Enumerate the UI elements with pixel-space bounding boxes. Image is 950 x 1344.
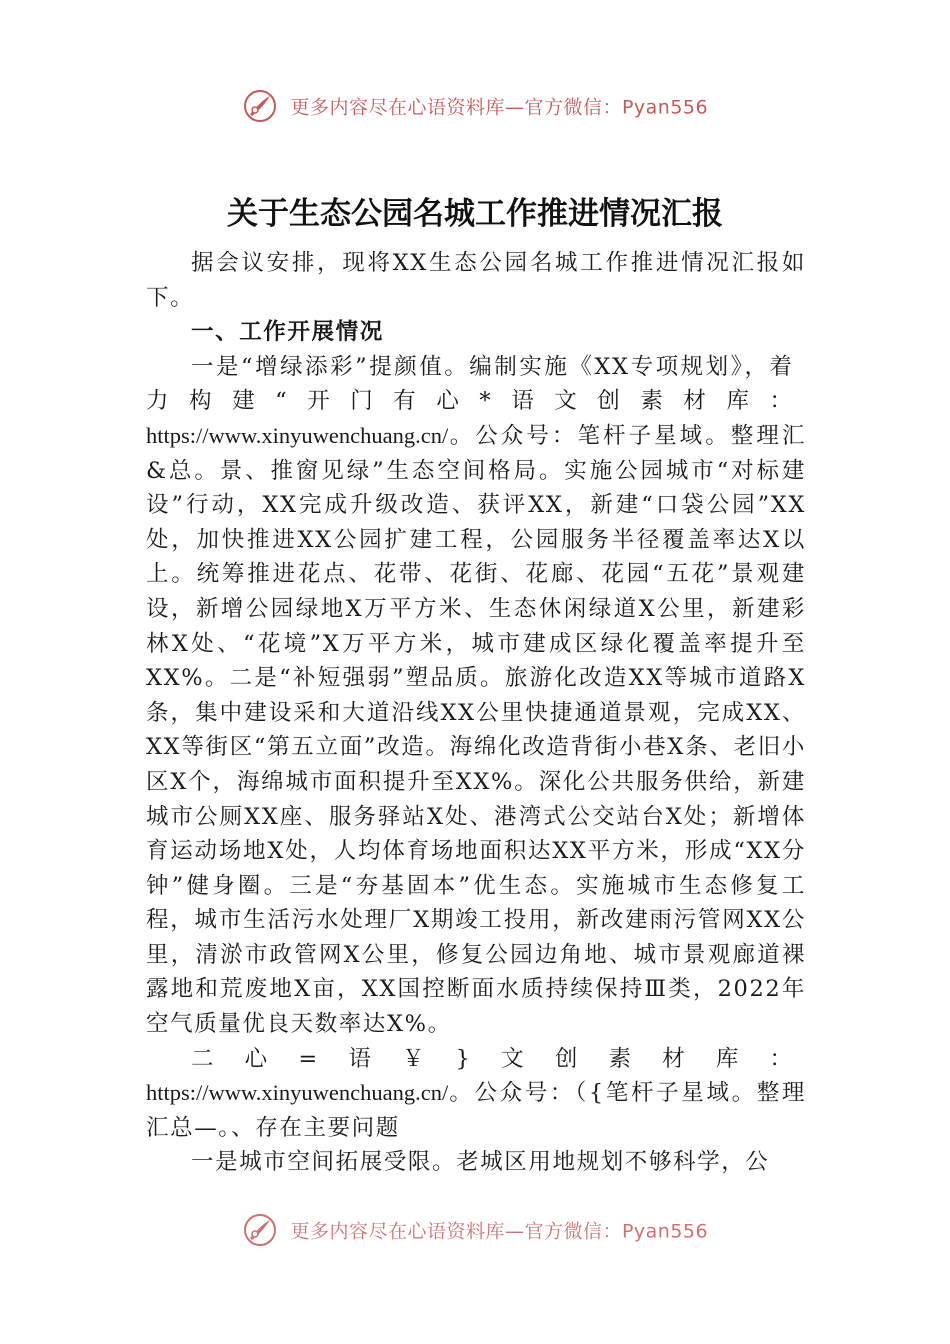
watermark-text: 更多内容尽在心语资料库—官方微信：Pyan556 xyxy=(290,1220,709,1243)
watermark-inline-text: 二心=语￥}文创素材库： xyxy=(191,1045,806,1072)
inline-url: https://www.xinyuwenchuang.cn/ xyxy=(146,1080,449,1106)
problems-paragraph xyxy=(146,1042,806,1146)
work-progress-paragraph xyxy=(146,350,806,1042)
document-body xyxy=(146,246,806,1180)
watermark-text: 更多内容尽在心语资料库—官方微信：Pyan556 xyxy=(290,96,709,119)
paragraph-text: 。公众号：（{笔杆子星域。整理汇总—。、存在主要问题 xyxy=(146,1080,806,1141)
brush-logo-icon xyxy=(242,88,278,124)
watermark-inline-text: 着力构建“开门有心*语文创素材库： xyxy=(146,353,806,415)
document-title: 关于生态公园名城工作推进情况汇报 xyxy=(227,196,723,232)
watermark-header xyxy=(0,88,950,124)
intro-paragraph: 据会议安排，现将XX生态公园名城工作推进情况汇报如下。 xyxy=(146,250,806,311)
section-heading: 一、工作开展情况 xyxy=(191,319,384,346)
watermark-footer xyxy=(0,1212,950,1248)
paragraph-text: 一是“增绿添彩”提颜值。编制实施《XX专项规划》， xyxy=(191,353,770,380)
space-limit-paragraph: 一是城市空间拓展受限。老城区用地规划不够科学，公 xyxy=(191,1149,770,1176)
inline-url: https://www.xinyuwenchuang.cn/ xyxy=(146,422,449,448)
paragraph-text: 。公众号：笔杆子星域。整理汇&总。景、推窗见绿”生态空间格局。实施公园城市“对标建设”行动，XX完成升级改造、获评XX，新建“口袋公园”XX处，加快推进XX公园扩建工程，公园服务半径覆盖率达X以上。统筹推进花点、花带、花街、花廊、花园“五花”景观建设，新增公园绿地X万平方米、生态休闲绿道X公里，新建彩林X处、“花境”X万平方米，城市建成区绿化覆盖率提升至XX%。二是“补短强弱”塑品质。旅游化改造XX等城市道路X条，集中建设采和大道沿线XX公里快捷通道景观，完成XX、XX等街区“第五立面”改造。海绵化改造背街小巷X条、老旧小区X个，海绵城市面积提升至XX%。深化公共服务供给，新建城市公厕XX座、服务驿站X处、港湾式公交站台X处；新增体育运动场地X处，人均体育场地面积达XX平方米，形成“XX分钟”健身圈。三是“夯基固本”优生态。实施城市生态修复工程，城市生活污水处理厂X期竣工投用，新改建雨污管网XX公里，清淤市政管网X公里，修复公园边角地、城市景观廊道裸露地和荒废地X亩，XX国控断面水质持续保持Ⅲ类，2022年空气质量优良天数率达X%。 xyxy=(146,422,806,1038)
brush-logo-icon xyxy=(242,1212,278,1248)
